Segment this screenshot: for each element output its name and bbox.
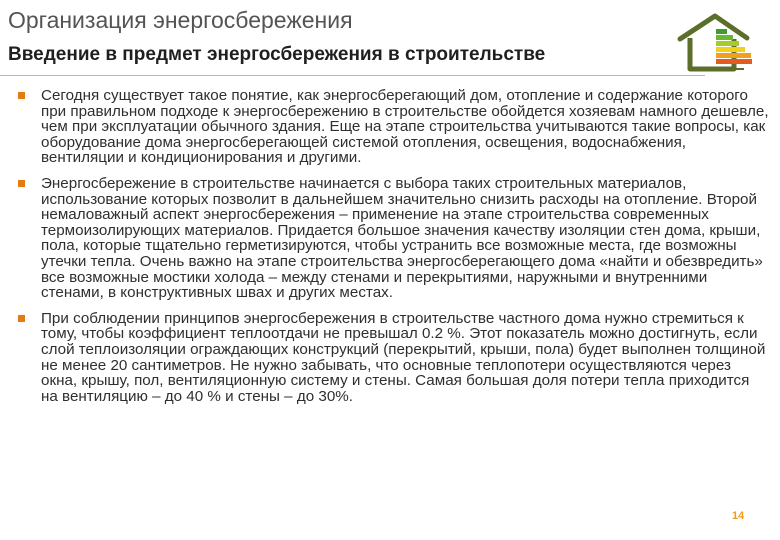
bullet-paragraph-3 — [41, 311, 770, 405]
orange-square-bullet-icon — [18, 315, 25, 322]
energy-efficient-house-icon — [676, 12, 752, 74]
slide-subtitle: Введение в предмет энергосбережения в строительстве — [8, 44, 546, 65]
bullet-paragraph-1 — [41, 88, 770, 166]
bullet-paragraph-2 — [41, 176, 770, 301]
slide-header — [0, 0, 780, 80]
orange-square-bullet-icon — [18, 180, 25, 187]
bullet-paragraph-2-text: Энергосбережение в строительстве начинается с выбора таких строительных материалов, использование которых позволит в дальнейшем значительно снизить расходы на отопление. Второй немаловажный аспект энергосбережения – применение на этапе строительства современных термоизолирующих материалов. Придается большое значения качеству изоляции стен дома, крыши, пола, которые тщательно герметизируются, чтобы устранить все возможные места, где возможны утечки тепла. Очень важно на этапе строительства энергосберегающего дома «найти и обезвредить» все возможные мостики холода – между стенами и перекрытиями, наружными и внутренними стенами, в конструктивных швах и других местах. — [41, 174, 763, 302]
slide-title: Организация энергосбережения — [8, 7, 353, 33]
orange-square-bullet-icon — [18, 92, 25, 99]
slide-body — [0, 88, 780, 414]
page-number: 14 — [732, 510, 745, 522]
header-divider — [0, 75, 705, 76]
bullet-paragraph-1-text: Сегодня существует такое понятие, как энергосберегающий дом, отопление и содержание которого при правильном подходе к энергосбережению в строительстве обойдется хозяевам намного дешевле, чем при эксплуатации обычного здания. Еще на этапе строительства учитываются такие вопросы, как оборудование дома энергосберегающей системой отопления, освещения, водоснабжения, вентиляции и кондиционирования и другими. — [41, 87, 769, 167]
bullet-paragraph-3-text: При соблюдении принципов энергосбережения в строительстве частного дома нужно стремиться к тому, чтобы коэффициент теплоотдачи не превышал 0.2 %. Этот показатель можно достигнуть, если слой теплоизоляции ограждающих конструкций (перекрытий, крыши, пола) будет выполнен толщиной не менее 20 сантиметров. Не нужно забывать, что основные теплопотери осуществляются через окна, крышу, пол, вентиляционную систему и стены. Самая большая доля потери тепла приходится на вентиляцию – до 40 % и стены – до 30%. — [41, 309, 766, 405]
